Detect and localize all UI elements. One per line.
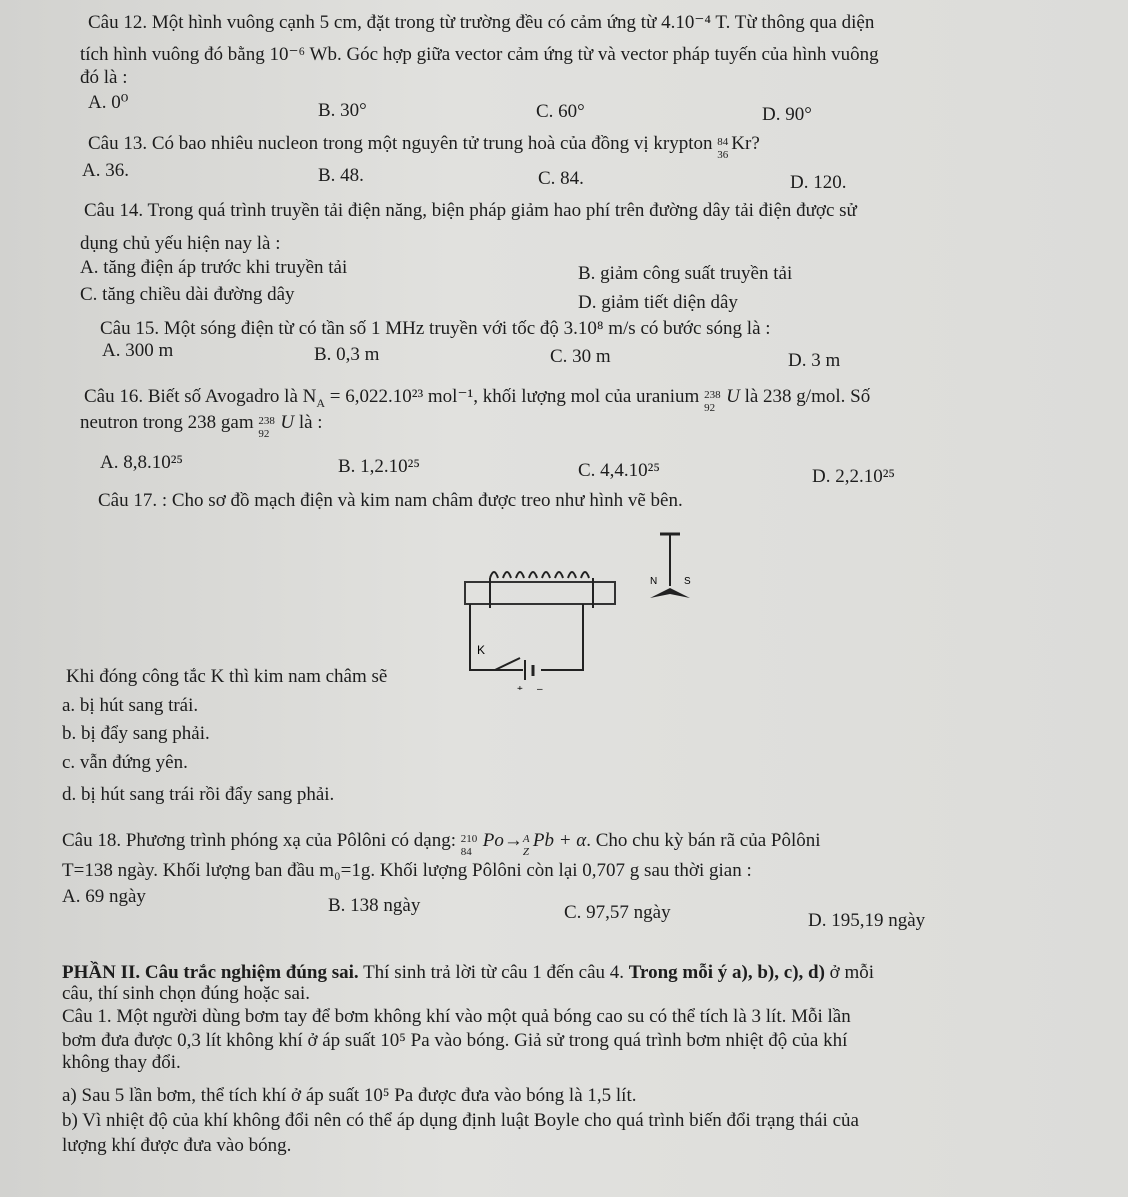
q18-option-b: B. 138 ngày — [328, 895, 421, 916]
q17-option-c: c. vẫn đứng yên. — [62, 752, 188, 773]
q17-question: Khi đóng công tắc K thì kim nam châm sẽ — [66, 666, 388, 687]
q14-option-b: B. giảm công suất truyền tải — [578, 263, 793, 284]
q17-stem: Câu 17. : Cho sơ đồ mạch điện và kim nam châm được treo như hình vẽ bên. — [98, 490, 683, 511]
solenoid-coil — [490, 572, 593, 608]
q16-line1 — [84, 386, 870, 414]
q16-option-a: A. 8,8.10²⁵ — [100, 452, 184, 473]
q18-line1-end: . Cho chu kỳ bán rã của Pôlôni — [586, 830, 821, 851]
part2-instruction-end: ở mỗi — [824, 962, 875, 983]
u-isotope-2 — [258, 413, 275, 440]
q16-line1-end: là 238 g/mol. Số — [739, 386, 871, 407]
reaction-arrow: → — [503, 830, 523, 851]
q16-option-d: D. 2,2.10²⁵ — [812, 466, 896, 487]
q18-option-a: A. 69 ngày — [62, 886, 146, 907]
part2-c1-line1: Câu 1. Một người dùng bơm tay để bơm không khí vào một quả bóng cao su có thể tích là 3 lít. Mỗi lần — [62, 1006, 851, 1027]
pb-atomic-number: Z — [522, 845, 529, 858]
kr-isotope — [717, 134, 731, 161]
q18-line1 — [62, 830, 821, 858]
part2-line1 — [62, 962, 874, 984]
pb-alpha: Pb + α — [532, 830, 587, 851]
circuit-diagram — [455, 530, 635, 690]
u2-atomic-number: 92 — [258, 427, 270, 440]
q14-option-a: A. tăng điện áp trước khi truyền tải — [80, 257, 348, 278]
part2-c1-a: a) Sau 5 lần bơm, thể tích khí ở áp suất 10⁵ Pa được đưa vào bóng là 1,5 lít. — [62, 1085, 637, 1106]
q13-option-c: C. 84. — [538, 168, 584, 189]
q16-line2 — [80, 412, 323, 440]
plus-label: + — [517, 684, 523, 690]
q12-option-d: D. 90° — [762, 104, 812, 125]
part2-c1-b1: b) Vì nhiệt độ của khí không đổi nên có thể áp dụng định luật Boyle cho quá trình biến đổi trạng thái của — [62, 1110, 859, 1131]
s-pole-label: S — [684, 576, 691, 587]
q14-option-c: C. tăng chiều dài đường dây — [80, 284, 295, 305]
u-isotope — [704, 387, 721, 414]
q14-line2: dụng chủ yếu hiện nay là : — [80, 233, 281, 254]
switch-k — [495, 658, 520, 670]
q16-line2-end: là : — [294, 412, 323, 433]
u-symbol: U — [726, 386, 740, 407]
q12-line1: Câu 12. Một hình vuông cạnh 5 cm, đặt trong từ trường đều có cảm ứng từ 4.10⁻⁴ T. Từ thông qua diện — [88, 12, 875, 33]
part2-line2: câu, thí sinh chọn đúng hoặc sai. — [62, 983, 311, 1004]
kr-symbol: Kr? — [731, 133, 760, 154]
q13-option-b: B. 48. — [318, 165, 364, 186]
q18-line2: T=138 ngày. Khối lượng ban đầu m₀=1g. Khối lượng Pôlôni còn lại 0,707 g sau thời gian : — [62, 860, 752, 881]
q12-option-b: B. 30° — [318, 100, 367, 121]
q15-option-d: D. 3 m — [788, 350, 841, 371]
part2-instruction-bold: Trong mỗi ý a), b), c), d) — [628, 962, 825, 983]
q12-option-a: A. 0⁰ — [88, 92, 129, 113]
q15-option-c: C. 30 m — [550, 346, 611, 367]
po-isotope — [460, 831, 483, 858]
q17-option-b: b. bị đẩy sang phải. — [62, 723, 210, 744]
part2-c1-b2: lượng khí được đưa vào bóng. — [62, 1135, 292, 1156]
q18-option-d: D. 195,19 ngày — [808, 910, 926, 931]
k-label: K — [477, 643, 486, 657]
part2-c1-line2: bơm đưa được 0,3 lít không khí ở áp suất 10⁵ Pa vào bóng. Giả sử trong quá trình bơm nhiệt độ của khí — [62, 1030, 848, 1051]
q18-option-c: C. 97,57 ngày — [564, 902, 671, 923]
po-mass-number: 210 — [460, 832, 478, 845]
n-pole-label: N — [650, 576, 658, 587]
q17-option-a: a. bị hút sang trái. — [62, 695, 199, 716]
minus-label: – — [537, 684, 543, 690]
part2-c1-line3: không thay đổi. — [62, 1052, 181, 1073]
u-atomic-number: 92 — [704, 401, 716, 414]
q12-line3: đó là : — [80, 67, 128, 88]
q12-option-c: C. 60° — [536, 101, 585, 122]
q14-line1: Câu 14. Trong quá trình truyền tải điện năng, biện pháp giảm hao phí trên đường dây tải điện được sử — [84, 200, 857, 221]
po-symbol: Po — [482, 830, 504, 851]
q13-stem — [88, 133, 760, 161]
q14-option-d: D. giảm tiết diện dây — [578, 292, 738, 313]
part2-instruction: Thí sinh trả lời từ câu 1 đến câu 4. — [358, 962, 629, 983]
q13-stem-text: Câu 13. Có bao nhiêu nucleon trong một nguyên tử trung hoà của đồng vị krypton — [88, 133, 718, 154]
q16-line1-mid: = 6,022.10²³ mol⁻¹, khối lượng mol của uranium — [325, 386, 705, 407]
circuit-wire — [470, 604, 583, 670]
u2-symbol: U — [280, 412, 295, 433]
q16-line2-start: neutron trong 238 gam — [80, 412, 259, 433]
q15-option-b: B. 0,3 m — [314, 344, 380, 365]
q17-option-d: d. bị hút sang trái rồi đẩy sang phải. — [62, 784, 335, 805]
q18-line1-start: Câu 18. Phương trình phóng xạ của Pôlôni có dạng: — [62, 830, 461, 851]
q15-option-a: A. 300 m — [102, 340, 174, 361]
q13-option-d: D. 120. — [790, 172, 847, 193]
avogadro-subscript: A — [316, 395, 326, 410]
q16-line1-start: Câu 16. Biết số Avogadro là N — [84, 386, 317, 407]
pb-isotope — [522, 831, 533, 858]
u-mass-number: 238 — [704, 388, 721, 401]
pb-mass-number: A — [522, 832, 530, 845]
q16-option-b: B. 1,2.10²⁵ — [338, 456, 420, 477]
magnet-needle-drawing — [640, 530, 700, 610]
kr-atomic-number: 36 — [717, 148, 729, 161]
magnet-needle — [650, 588, 690, 598]
q12-line2: tích hình vuông đó bằng 10⁻⁶ Wb. Góc hợp giữa vector cảm ứng từ và vector pháp tuyến của hình vuông — [80, 44, 879, 65]
q15-stem: Câu 15. Một sóng điện từ có tần số 1 MHz truyền với tốc độ 3.10⁸ m/s có bước sóng là : — [100, 318, 771, 339]
q16-option-c: C. 4,4.10²⁵ — [578, 460, 660, 481]
kr-mass-number: 84 — [717, 135, 729, 148]
part2-heading: PHẦN II. Câu trắc nghiệm đúng sai. — [62, 962, 359, 983]
po-atomic-number: 84 — [460, 845, 472, 858]
u2-mass-number: 238 — [258, 414, 275, 427]
q13-option-a: A. 36. — [82, 160, 129, 181]
